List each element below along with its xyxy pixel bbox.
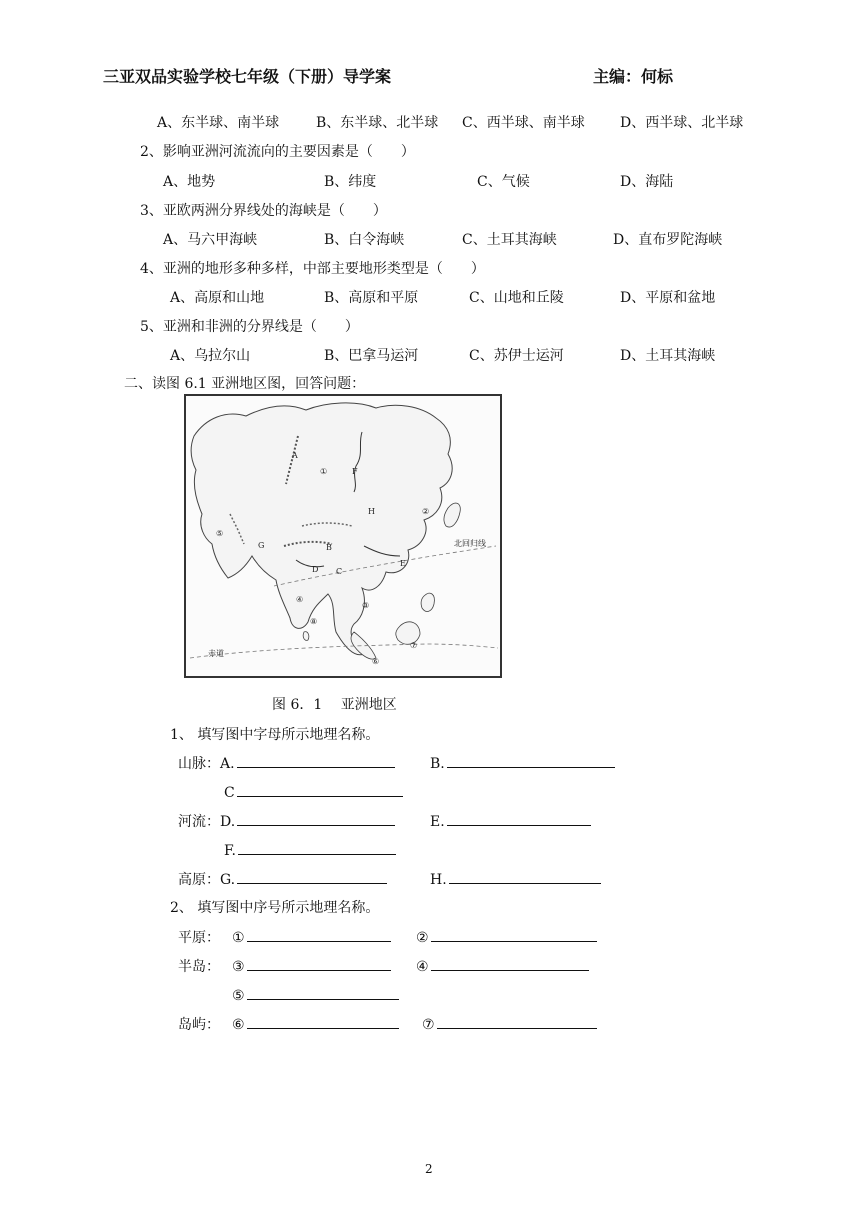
philippines-island: [421, 593, 434, 611]
blank-3[interactable]: [247, 955, 391, 971]
plains-label: 平原：: [178, 930, 220, 946]
q4-option-b: B、高原和平原: [324, 290, 419, 306]
blank-b-row: [430, 752, 615, 772]
map-number-4: ④: [296, 595, 304, 604]
q4-option-c: C、山地和丘陵: [469, 290, 564, 306]
islands-row: [178, 1013, 399, 1034]
q5-option-a: A、乌拉尔山: [170, 348, 251, 364]
mountains-label: 山脉：: [178, 756, 220, 772]
plains-row: [178, 926, 391, 947]
q2-option-a: A、地势: [163, 174, 216, 190]
map-number-8: ⑧: [310, 617, 318, 626]
tropic-label: 北回归线: [454, 539, 486, 548]
blank-h-row: [430, 868, 601, 888]
blank-h[interactable]: [449, 868, 601, 884]
equator-label: 赤道: [208, 649, 224, 658]
map-letter-a: A: [292, 451, 298, 460]
blank-7-label: ⑦: [422, 1017, 435, 1033]
peninsulas-label: 半岛：: [178, 959, 220, 975]
q1-option-a: A、东半球、南半球: [157, 115, 280, 131]
blank-h-label: H.: [430, 872, 447, 888]
asia-landmass: [191, 403, 452, 655]
blank-2[interactable]: [431, 926, 597, 942]
map-letter-d: D: [312, 565, 319, 574]
peninsulas-row: [178, 955, 391, 976]
map-letter-f: F: [352, 467, 358, 476]
blank-d-label: D.: [220, 814, 236, 830]
map-number-3: ③: [362, 601, 370, 610]
blank-f[interactable]: [238, 839, 396, 855]
q2-option-b: B、纬度: [324, 174, 377, 190]
equator-line: [190, 644, 498, 658]
rivers-label: 河流：: [178, 814, 220, 830]
map-letter-g: G: [258, 541, 265, 550]
page-number: 2: [425, 1162, 433, 1176]
plateaus-row: [178, 868, 387, 889]
islands-label: 岛屿：: [178, 1017, 220, 1033]
q1-option-c: C、西半球、南半球: [462, 115, 585, 131]
q5-option-b: B、巴拿马运河: [324, 348, 419, 364]
q2-option-d: D、海陆: [620, 174, 674, 190]
q2-option-c: C、气候: [477, 174, 530, 190]
map-letter-e: E: [400, 559, 406, 568]
rivers-row: [178, 810, 395, 831]
blank-f-row: [224, 839, 396, 859]
q3-option-b: B、白令海峡: [324, 232, 405, 248]
blank-c[interactable]: [237, 781, 403, 797]
q2-stem: 2、影响亚洲河流流向的主要因素是（ ）: [140, 144, 415, 160]
q3-option-c: C、土耳其海峡: [462, 232, 557, 248]
blank-7-row: [422, 1013, 597, 1033]
blank-c-label: C: [224, 785, 235, 801]
blank-4-label: ④: [416, 959, 429, 975]
blank-6[interactable]: [247, 1013, 399, 1029]
blank-e-label: E.: [430, 814, 445, 830]
q4-option-d: D、平原和盆地: [620, 290, 716, 306]
blank-b-label: B.: [430, 756, 445, 772]
q1-option-d: D、西半球、北半球: [620, 115, 744, 131]
blank-g-label: G.: [220, 872, 236, 888]
map-letter-h: H: [368, 507, 375, 516]
q4-stem: 4、亚洲的地形多种多样，中部主要地形类型是（ ）: [140, 261, 485, 277]
blank-c-row: [224, 781, 403, 801]
blank-6-label: ⑥: [232, 1017, 245, 1033]
editor-label: 主编：何标: [593, 67, 674, 86]
q3-stem: 3、亚欧两洲分界线处的海峡是（ ）: [140, 203, 387, 219]
blank-2-row: [416, 926, 597, 946]
blank-5[interactable]: [247, 984, 399, 1000]
blank-5-row: [232, 984, 399, 1004]
part1-title: 1、 填写图中字母所示地理名称。: [170, 727, 380, 743]
blank-f-label: F.: [224, 843, 236, 859]
q3-option-a: A、马六甲海峡: [163, 232, 258, 248]
blank-4-row: [416, 955, 589, 975]
blank-5-label: ⑤: [232, 988, 245, 1004]
blank-4[interactable]: [431, 955, 589, 971]
blank-1[interactable]: [247, 926, 391, 942]
map-letter-b: B: [326, 543, 332, 552]
blank-3-label: ③: [232, 959, 245, 975]
blank-d[interactable]: [237, 810, 395, 826]
map-number-1: ①: [320, 467, 328, 476]
map-number-7: ⑦: [410, 641, 418, 650]
map-number-6: ⑥: [372, 657, 380, 666]
plateaus-label: 高原：: [178, 872, 220, 888]
q3-option-d: D、直布罗陀海峡: [613, 232, 723, 248]
blank-a[interactable]: [237, 752, 395, 768]
q4-option-a: A、高原和山地: [170, 290, 265, 306]
blank-2-label: ②: [416, 930, 429, 946]
blank-b[interactable]: [447, 752, 615, 768]
map-number-2: ②: [422, 507, 430, 516]
blank-e[interactable]: [447, 810, 591, 826]
figure-caption: 图 6．1 亚洲地区: [272, 697, 397, 713]
asia-map-figure: [184, 394, 502, 678]
blank-g[interactable]: [237, 868, 387, 884]
part2-title: 2、 填写图中序号所示地理名称。: [170, 900, 380, 916]
blank-7[interactable]: [437, 1013, 597, 1029]
map-number-5: ⑤: [216, 529, 224, 538]
q1-option-b: B、东半球、北半球: [316, 115, 439, 131]
blank-e-row: [430, 810, 591, 830]
mountains-row: [178, 752, 395, 773]
blank-a-label: A.: [220, 756, 235, 772]
map-letter-c: C: [336, 567, 343, 576]
japan-island: [444, 503, 460, 527]
section-two-title: 二、读图 6.1 亚洲地区图，回答问题：: [124, 376, 366, 392]
document-title: 三亚双品实验学校七年级（下册）导学案: [103, 67, 392, 86]
q5-option-c: C、苏伊士运河: [469, 348, 564, 364]
sri-lanka-island: [303, 632, 309, 641]
asia-map: [186, 396, 500, 676]
q5-stem: 5、亚洲和非洲的分界线是（ ）: [140, 319, 359, 335]
q5-option-d: D、土耳其海峡: [620, 348, 716, 364]
blank-1-label: ①: [232, 930, 245, 946]
